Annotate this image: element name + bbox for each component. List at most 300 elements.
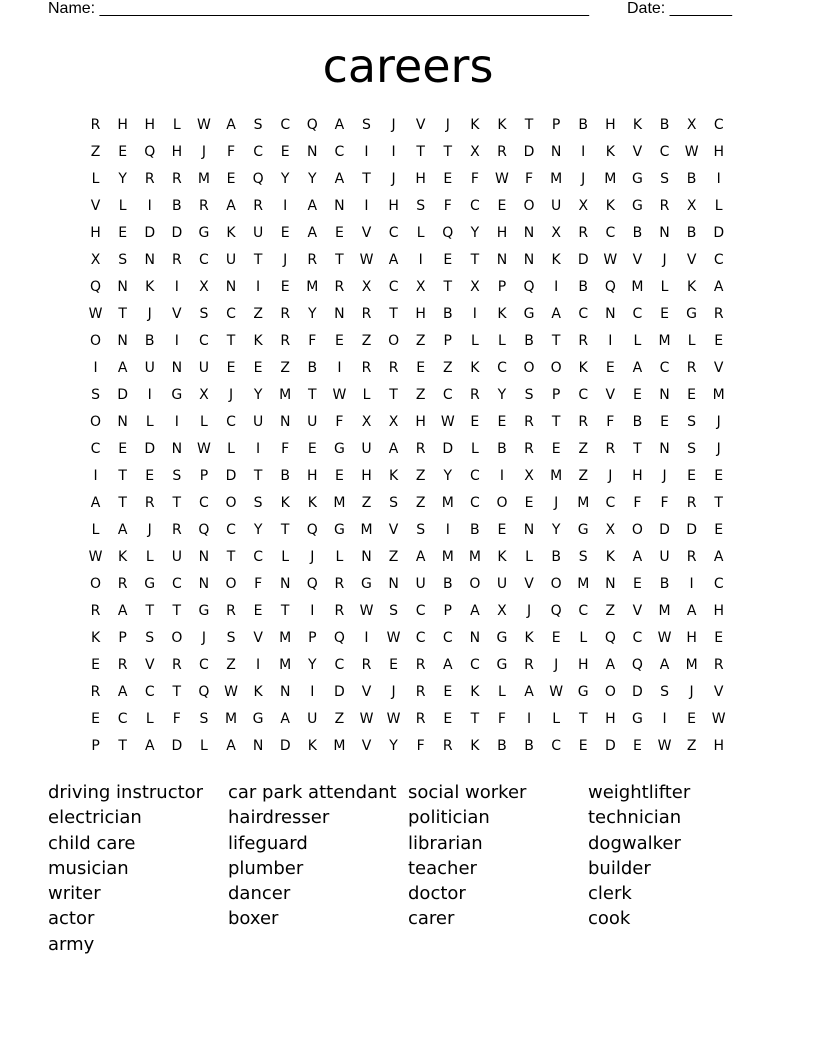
grid-row (82, 490, 734, 517)
grid-letter: Q (604, 630, 616, 646)
grid-letter: I (174, 414, 179, 430)
grid-letter: J (310, 549, 315, 565)
grid-letter: T (308, 387, 317, 403)
grid-letter: B (632, 414, 643, 430)
grid-letter: G (333, 441, 345, 457)
grid-letter: B (578, 117, 589, 133)
grid-letter: B (659, 576, 670, 592)
word-list-item: musician (48, 857, 129, 879)
grid-letter: E (714, 630, 724, 646)
grid-letter: O (550, 576, 562, 592)
grid-letter: K (307, 738, 317, 754)
grid-letter: J (554, 495, 559, 511)
grid-letter: R (144, 171, 155, 187)
grid-letter: B (686, 225, 697, 241)
grid-letter: R (280, 333, 291, 349)
grid-letter: W (332, 387, 347, 403)
grid-letter: K (253, 333, 263, 349)
grid-letter: E (280, 279, 290, 295)
grid-letter: U (144, 360, 155, 376)
grid-letter: N (225, 279, 237, 295)
grid-letter: K (118, 549, 128, 565)
grid-letter: I (689, 576, 694, 592)
grid-letter: J (391, 117, 396, 133)
grid-letter: Z (415, 468, 426, 484)
grid-letter: E (145, 468, 155, 484)
grid-letter: X (388, 414, 399, 430)
grid-letter: Q (306, 576, 318, 592)
grid-letter: L (335, 549, 344, 565)
grid-row (82, 382, 734, 409)
grid-letter: R (334, 279, 345, 295)
grid-letter: N (117, 279, 128, 295)
grid-letter: R (361, 360, 372, 376)
word-list-item: technician (588, 807, 682, 829)
grid-letter: Z (361, 333, 372, 349)
grid-letter: B (524, 333, 534, 349)
grid-row (82, 112, 734, 139)
grid-letter: Z (253, 306, 263, 322)
grid-letter: F (660, 495, 669, 511)
grid-letter: M (441, 549, 454, 565)
word-list-item: social worker (408, 782, 527, 803)
grid-letter: N (171, 441, 183, 457)
grid-letter: H (361, 468, 372, 484)
grid-letter: N (144, 252, 155, 268)
word-list-item: librarian (408, 832, 483, 854)
grid-letter: N (171, 360, 183, 376)
grid-letter: R (90, 603, 101, 619)
grid-letter: W (359, 603, 374, 619)
grid-letter: C (469, 468, 480, 484)
grid-letter: I (716, 171, 721, 187)
grid-letter: M (712, 387, 725, 403)
grid-letter: K (470, 684, 480, 700)
grid-letter: B (551, 549, 561, 565)
grid-letter: C (713, 252, 724, 268)
grid-letter: C (713, 576, 724, 592)
grid-letter: I (147, 198, 152, 214)
grid-letter: W (711, 711, 726, 727)
grid-letter: K (307, 495, 317, 511)
grid-letter: E (497, 198, 507, 214)
grid-letter: B (144, 333, 155, 349)
grid-letter: N (388, 576, 399, 592)
grid-letter: W (657, 630, 672, 646)
grid-row (82, 571, 734, 598)
grid-letter: G (631, 171, 643, 187)
grid-letter: Q (90, 279, 102, 295)
grid-letter: R (686, 495, 697, 511)
grid-letter: G (631, 198, 643, 214)
grid-letter: K (605, 198, 615, 214)
grid-letter: W (197, 117, 211, 133)
grid-letter: D (334, 684, 345, 700)
grid-letter: Q (442, 225, 454, 241)
grid-letter: A (415, 549, 426, 565)
grid-letter: V (605, 387, 616, 403)
grid-letter: A (713, 549, 724, 565)
grid-letter: V (361, 738, 372, 754)
grid-letter: F (172, 711, 181, 727)
grid-letter: A (605, 657, 616, 673)
grid-letter: M (577, 576, 590, 592)
grid-letter: T (226, 333, 236, 349)
grid-row (82, 733, 734, 760)
grid-letter: G (496, 630, 508, 646)
grid-letter: U (307, 414, 318, 430)
grid-letter: D (225, 468, 237, 484)
grid-letter: K (605, 549, 615, 565)
grid-letter: O (171, 630, 183, 646)
grid-letter: L (91, 171, 100, 187)
grid-letter: R (144, 495, 155, 511)
grid-letter: W (603, 252, 618, 268)
grid-letter: C (469, 495, 480, 511)
grid-letter: N (659, 387, 670, 403)
grid-letter: R (171, 252, 182, 268)
grid-letter: T (714, 495, 723, 511)
grid-letter: G (198, 225, 210, 241)
grid-letter: X (524, 468, 534, 484)
grid-letter: X (361, 279, 372, 295)
grid-letter: V (524, 576, 534, 592)
grid-letter: J (147, 306, 152, 322)
grid-letter: R (524, 657, 534, 673)
grid-letter: J (662, 252, 667, 268)
grid-letter: L (200, 414, 208, 430)
grid-letter: E (253, 360, 263, 376)
grid-letter: C (415, 630, 426, 646)
grid-letter: L (687, 333, 696, 349)
grid-letter: R (497, 144, 507, 160)
grid-letter: M (658, 603, 671, 619)
grid-letter: R (713, 657, 724, 673)
grid-letter: V (361, 225, 372, 241)
grid-letter: R (117, 657, 128, 673)
grid-letter: W (549, 684, 564, 700)
grid-letter: J (689, 684, 694, 700)
grid-letter: A (144, 738, 155, 754)
grid-letter: M (360, 522, 373, 538)
grid-letter: E (91, 711, 100, 727)
grid-letter: B (307, 360, 318, 376)
grid-letter: N (605, 576, 616, 592)
word-list-item: hairdresser (228, 807, 330, 829)
grid-letter: V (686, 252, 697, 268)
grid-letter: C (253, 549, 263, 565)
grid-letter: M (604, 171, 617, 187)
grid-letter: L (362, 387, 371, 403)
grid-letter: T (443, 144, 453, 160)
grid-letter: H (415, 171, 426, 187)
grid-letter: M (658, 333, 671, 349)
grid-letter: T (172, 495, 182, 511)
grid-letter: I (418, 252, 423, 268)
grid-letter: J (662, 468, 667, 484)
grid-letter: H (415, 414, 426, 430)
grid-letter: H (117, 117, 128, 133)
grid-letter: C (226, 522, 236, 538)
grid-letter: R (415, 441, 426, 457)
grid-letter: E (226, 171, 236, 187)
grid-letter: T (253, 252, 263, 268)
grid-letter: T (551, 333, 561, 349)
grid-letter: O (550, 360, 562, 376)
grid-letter: L (525, 549, 533, 565)
grid-letter: X (605, 522, 616, 538)
grid-letter: D (632, 684, 643, 700)
grid-letter: E (389, 657, 398, 673)
grid-letter: D (279, 738, 291, 754)
grid-letter: K (551, 252, 561, 268)
grid-letter: E (714, 468, 724, 484)
word-list-item: army (48, 933, 95, 955)
grid-letter: Q (198, 522, 210, 538)
grid-letter: K (253, 684, 263, 700)
grid-letter: B (659, 117, 670, 133)
grid-letter: N (198, 549, 210, 565)
grid-letter: C (117, 711, 128, 727)
grid-letter: K (578, 360, 588, 376)
grid-letter: E (687, 468, 697, 484)
grid-letter: S (253, 117, 263, 133)
grid-letter: N (198, 576, 210, 592)
grid-letter: C (551, 738, 562, 754)
grid-letter: E (551, 441, 561, 457)
grid-letter: H (388, 198, 399, 214)
grid-letter: W (386, 711, 401, 727)
grid-letter: M (279, 387, 292, 403)
grid-letter: K (226, 225, 236, 241)
worksheet-header (48, 0, 748, 20)
grid-letter: V (632, 603, 643, 619)
grid-letter: Q (306, 117, 318, 133)
grid-letter: W (88, 306, 103, 322)
grid-letter: T (118, 306, 127, 322)
grid-letter: I (364, 198, 369, 214)
grid-letter: C (171, 576, 182, 592)
grid-letter: X (497, 603, 507, 619)
grid-letter: M (197, 171, 210, 187)
grid-letter: S (199, 306, 209, 322)
grid-letter: T (389, 387, 398, 403)
grid-letter: I (174, 333, 179, 349)
word-list-item: child care (48, 832, 136, 854)
word-list-item: writer (48, 883, 101, 905)
grid-letter: C (578, 603, 589, 619)
grid-letter: L (91, 522, 100, 538)
grid-letter: E (687, 387, 697, 403)
grid-letter: A (90, 495, 101, 511)
grid-letter: F (633, 495, 642, 511)
grid-letter: R (686, 360, 697, 376)
grid-letter: E (118, 441, 128, 457)
grid-letter: P (199, 468, 209, 484)
grid-letter: D (144, 441, 156, 457)
grid-letter: N (334, 306, 345, 322)
grid-letter: L (200, 738, 208, 754)
grid-letter: N (496, 252, 508, 268)
grid-letter: Y (308, 657, 317, 673)
grid-letter: O (604, 684, 616, 700)
grid-letter: C (497, 360, 507, 376)
grid-letter: G (198, 603, 210, 619)
grid-letter: E (524, 495, 534, 511)
grid-letter: R (605, 441, 616, 457)
grid-letter: B (578, 279, 589, 295)
grid-letter: A (226, 738, 236, 754)
grid-letter: L (498, 333, 506, 349)
grid-letter: X (415, 279, 426, 295)
grid-letter: E (280, 225, 290, 241)
word-list-item: builder (588, 857, 651, 879)
grid-letter: S (524, 387, 534, 403)
grid-letter: P (91, 738, 100, 754)
grid-row (82, 247, 734, 274)
grid-letter: E (551, 630, 561, 646)
grid-letter: J (201, 630, 206, 646)
grid-letter: N (659, 441, 670, 457)
grid-letter: Z (388, 549, 399, 565)
word-list (48, 780, 768, 957)
grid-letter: E (632, 738, 642, 754)
grid-letter: S (172, 468, 182, 484)
grid-letter: E (660, 306, 669, 322)
grid-letter: A (388, 252, 399, 268)
grid-letter: E (605, 360, 615, 376)
grid-letter: R (280, 306, 291, 322)
grid-letter: R (171, 657, 182, 673)
grid-letter: W (224, 684, 238, 700)
grid-letter: R (171, 171, 182, 187)
grid-letter: D (523, 144, 535, 160)
grid-letter: S (91, 387, 100, 403)
grid-row (82, 463, 734, 490)
grid-letter: T (280, 603, 290, 619)
grid-letter: T (118, 738, 127, 754)
grid-letter: V (361, 684, 372, 700)
grid-letter: F (416, 738, 425, 754)
grid-row (82, 436, 734, 463)
grid-letter: J (716, 414, 721, 430)
grid-letter: E (334, 333, 344, 349)
grid-letter: A (117, 603, 128, 619)
grid-letter: A (632, 549, 643, 565)
grid-letter: U (252, 225, 264, 241)
grid-letter: H (171, 144, 183, 160)
grid-letter: V (713, 684, 724, 700)
grid-letter: E (578, 738, 588, 754)
grid-letter: T (443, 279, 453, 295)
grid-letter: F (497, 711, 506, 727)
grid-letter: B (632, 225, 643, 241)
grid-letter: P (551, 117, 561, 133)
grid-letter: B (280, 468, 290, 484)
grid-letter: V (388, 522, 399, 538)
grid-letter: D (604, 738, 616, 754)
grid-letter: E (253, 603, 263, 619)
grid-letter: V (415, 117, 426, 133)
word-list-item: teacher (408, 857, 477, 879)
grid-letter: N (117, 333, 128, 349)
grid-letter: N (279, 684, 291, 700)
grid-letter: H (605, 117, 616, 133)
grid-letter: I (391, 144, 396, 160)
word-list-item: dancer (228, 883, 291, 905)
grid-letter: V (90, 198, 101, 214)
grid-letter: D (117, 387, 129, 403)
grid-letter: Q (550, 603, 562, 619)
grid-letter: L (633, 333, 642, 349)
grid-letter: F (308, 333, 317, 349)
grid-letter: E (443, 684, 453, 700)
grid-letter: K (90, 630, 101, 646)
grid-letter: Y (389, 738, 398, 754)
grid-letter: Y (470, 225, 480, 241)
grid-letter: R (415, 684, 426, 700)
grid-letter: F (470, 171, 479, 187)
grid-letter: L (660, 279, 669, 295)
grid-letter: C (199, 495, 209, 511)
grid-letter: E (280, 144, 290, 160)
grid-letter: K (497, 549, 507, 565)
grid-letter: S (145, 630, 155, 646)
grid-letter: C (632, 630, 643, 646)
grid-letter: S (362, 117, 371, 133)
grid-letter: C (713, 117, 724, 133)
grid-letter: M (333, 495, 346, 511)
grid-letter: I (608, 333, 613, 349)
grid-letter: M (577, 495, 590, 511)
grid-letter: K (497, 117, 507, 133)
grid-letter: R (578, 225, 589, 241)
grid-letter: S (687, 414, 697, 430)
grid-letter: J (716, 441, 721, 457)
grid-letter: R (524, 441, 534, 457)
grid-letter: V (713, 360, 724, 376)
word-list-item: plumber (228, 857, 304, 879)
grid-letter: O (496, 495, 508, 511)
grid-letter: L (552, 711, 561, 727)
grid-letter: T (470, 252, 480, 268)
grid-letter: N (279, 414, 291, 430)
grid-letter: D (577, 252, 589, 268)
grid-letter: T (389, 306, 398, 322)
grid-letter: O (225, 576, 237, 592)
grid-letter: T (145, 603, 155, 619)
grid-letter: X (686, 198, 697, 214)
grid-letter: R (388, 360, 399, 376)
grid-letter: T (524, 117, 534, 133)
grid-letter: H (90, 225, 101, 241)
grid-letter: F (281, 441, 290, 457)
grid-letter: R (171, 522, 182, 538)
grid-letter: A (117, 522, 128, 538)
grid-letter: Z (442, 360, 453, 376)
grid-letter: C (199, 252, 209, 268)
grid-row (82, 409, 734, 436)
grid-letter: A (307, 198, 318, 214)
grid-letter: U (496, 576, 508, 592)
grid-letter: A (307, 225, 318, 241)
grid-letter: S (578, 549, 588, 565)
grid-letter: W (88, 549, 103, 565)
grid-letter: W (495, 171, 509, 187)
grid-letter: I (337, 360, 342, 376)
grid-letter: R (686, 549, 697, 565)
grid-letter: M (279, 657, 292, 673)
